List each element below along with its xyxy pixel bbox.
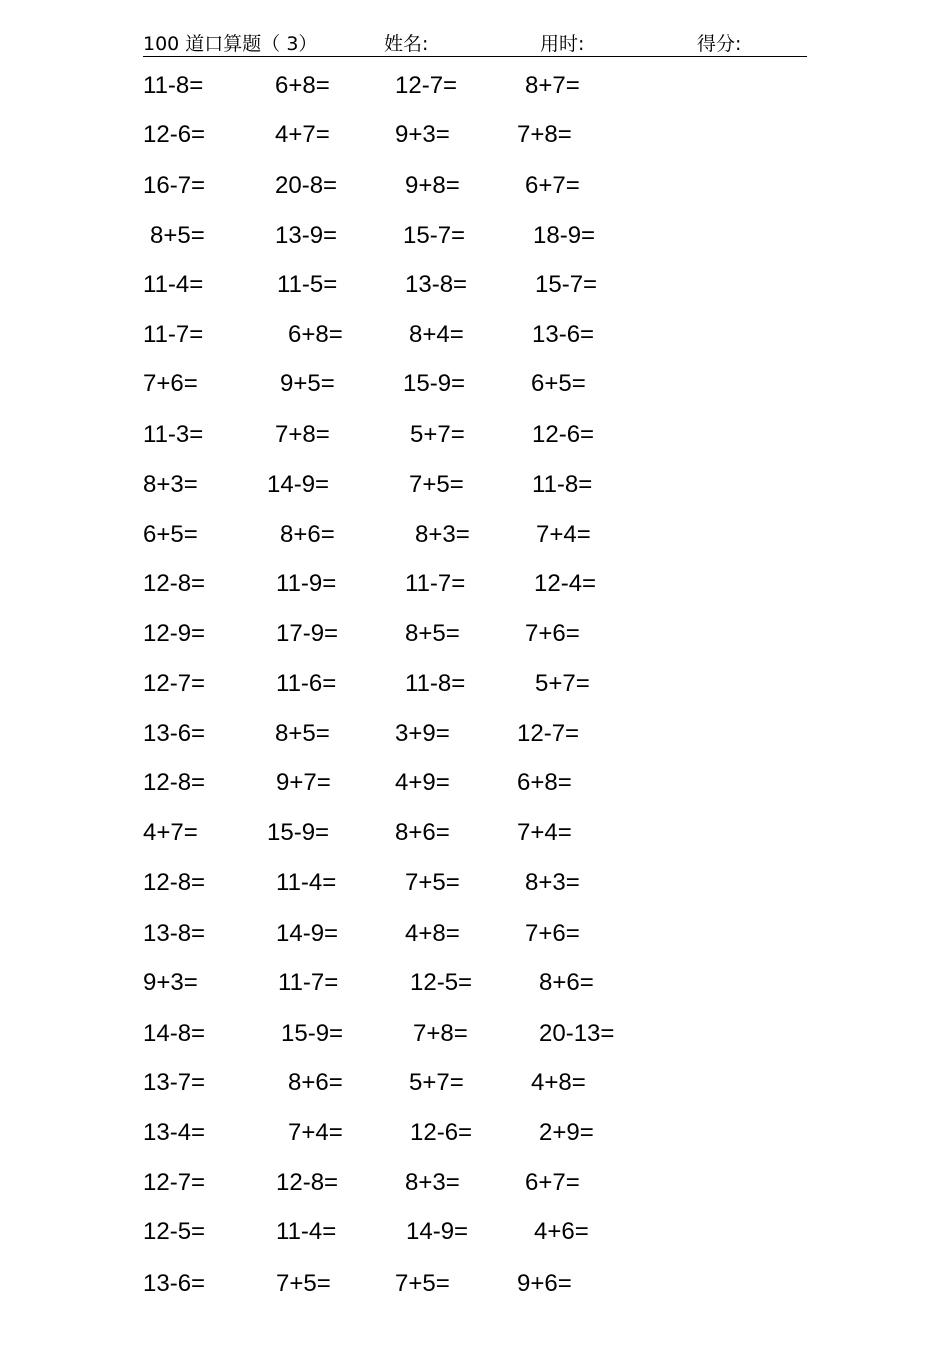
arithmetic-problem: 13-7= (143, 1069, 206, 1096)
problem-row (0, 967, 950, 999)
arithmetic-problem: 11-4= (143, 271, 204, 298)
arithmetic-problem: 8+6= (395, 819, 450, 846)
arithmetic-problem: 12-8= (276, 1169, 339, 1196)
arithmetic-problem: 13-9= (275, 222, 338, 249)
time-label: 用时: (540, 33, 585, 55)
arithmetic-problem: 6+7= (525, 172, 580, 199)
arithmetic-problem: 9+3= (143, 969, 198, 996)
arithmetic-problem: 13-6= (143, 720, 206, 747)
arithmetic-problem: 12-8= (143, 570, 206, 597)
arithmetic-problem: 9+8= (405, 172, 460, 199)
arithmetic-problem: 4+8= (531, 1069, 586, 1096)
problem-row (0, 469, 950, 501)
problem-row (0, 319, 950, 351)
arithmetic-problem: 7+8= (275, 421, 330, 448)
worksheet-title: 100 道口算题（ 3） (143, 33, 318, 55)
arithmetic-problem: 2+9= (539, 1119, 594, 1146)
arithmetic-problem: 6+5= (531, 370, 586, 397)
arithmetic-problem: 5+7= (409, 1069, 464, 1096)
arithmetic-problem: 3+9= (395, 720, 450, 747)
arithmetic-problem: 20-13= (539, 1020, 615, 1047)
problem-row (0, 1216, 950, 1248)
arithmetic-problem: 17-9= (276, 620, 339, 647)
arithmetic-problem: 11-6= (276, 670, 337, 697)
arithmetic-problem: 7+5= (395, 1270, 450, 1297)
arithmetic-problem: 14-9= (276, 920, 339, 947)
arithmetic-problem: 16-7= (143, 172, 206, 199)
arithmetic-problem: 6+8= (517, 769, 572, 796)
arithmetic-problem: 9+3= (395, 121, 450, 148)
arithmetic-problem: 7+4= (536, 521, 591, 548)
problem-row (0, 718, 950, 750)
problem-row (0, 1268, 950, 1300)
arithmetic-problem: 11-7= (143, 321, 204, 348)
problem-row (0, 618, 950, 650)
arithmetic-problem: 12-6= (143, 121, 206, 148)
arithmetic-problem: 7+5= (276, 1270, 331, 1297)
arithmetic-problem: 8+3= (143, 471, 198, 498)
arithmetic-problem: 12-7= (143, 1169, 206, 1196)
arithmetic-problem: 7+5= (405, 869, 460, 896)
arithmetic-problem: 13-6= (532, 321, 595, 348)
arithmetic-problem: 14-8= (143, 1020, 206, 1047)
problem-row (0, 170, 950, 202)
arithmetic-problem: 4+9= (395, 769, 450, 796)
arithmetic-problem: 5+7= (535, 670, 590, 697)
arithmetic-problem: 15-9= (281, 1020, 344, 1047)
arithmetic-problem: 7+6= (525, 920, 580, 947)
arithmetic-problem: 15-7= (403, 222, 466, 249)
problem-row (0, 70, 950, 102)
arithmetic-problem: 4+6= (534, 1218, 589, 1245)
arithmetic-problem: 11-7= (405, 570, 466, 597)
arithmetic-problem: 15-7= (535, 271, 598, 298)
arithmetic-problem: 7+5= (409, 471, 464, 498)
arithmetic-problem: 13-4= (143, 1119, 206, 1146)
arithmetic-problem: 8+5= (275, 720, 330, 747)
arithmetic-problem: 9+7= (276, 769, 331, 796)
arithmetic-problem: 11-5= (277, 271, 338, 298)
arithmetic-problem: 8+7= (525, 72, 580, 99)
problem-row (0, 568, 950, 600)
arithmetic-problem: 7+6= (525, 620, 580, 647)
arithmetic-problem: 8+3= (525, 869, 580, 896)
arithmetic-problem: 9+6= (517, 1270, 572, 1297)
arithmetic-problem: 8+5= (150, 222, 205, 249)
arithmetic-problem: 4+8= (405, 920, 460, 947)
problem-row (0, 1167, 950, 1199)
arithmetic-problem: 14-9= (406, 1218, 469, 1245)
arithmetic-problem: 13-8= (405, 271, 468, 298)
arithmetic-problem: 8+6= (288, 1069, 343, 1096)
arithmetic-problem: 11-9= (276, 570, 337, 597)
arithmetic-problem: 11-3= (143, 421, 204, 448)
arithmetic-problem: 20-8= (275, 172, 338, 199)
problem-row (0, 119, 950, 151)
arithmetic-problem: 12-9= (143, 620, 206, 647)
problem-row (0, 368, 950, 400)
arithmetic-problem: 11-8= (405, 670, 466, 697)
arithmetic-problem: 8+3= (415, 521, 470, 548)
arithmetic-problem: 7+8= (413, 1020, 468, 1047)
problem-row (0, 1117, 950, 1149)
arithmetic-problem: 6+8= (288, 321, 343, 348)
arithmetic-problem: 8+6= (280, 521, 335, 548)
arithmetic-problem: 11-7= (278, 969, 339, 996)
arithmetic-problem: 12-8= (143, 769, 206, 796)
arithmetic-problem: 6+7= (525, 1169, 580, 1196)
arithmetic-problem: 5+7= (410, 421, 465, 448)
arithmetic-problem: 7+8= (517, 121, 572, 148)
problem-row (0, 220, 950, 252)
arithmetic-problem: 12-5= (143, 1218, 206, 1245)
arithmetic-problem: 14-9= (267, 471, 330, 498)
problem-row (0, 918, 950, 950)
problem-row (0, 1067, 950, 1099)
arithmetic-problem: 12-7= (143, 670, 206, 697)
arithmetic-problem: 8+6= (539, 969, 594, 996)
arithmetic-problem: 6+5= (143, 521, 198, 548)
arithmetic-problem: 8+3= (405, 1169, 460, 1196)
arithmetic-problem: 9+5= (280, 370, 335, 397)
problem-row (0, 419, 950, 451)
score-label: 得分: (697, 33, 742, 55)
arithmetic-problem: 13-6= (143, 1270, 206, 1297)
arithmetic-problem: 12-8= (143, 869, 206, 896)
arithmetic-problem: 12-6= (532, 421, 595, 448)
problem-row (0, 269, 950, 301)
arithmetic-problem: 12-5= (410, 969, 473, 996)
problem-row (0, 519, 950, 551)
arithmetic-problem: 15-9= (403, 370, 466, 397)
arithmetic-problem: 12-7= (517, 720, 580, 747)
arithmetic-problem: 11-4= (276, 1218, 337, 1245)
problem-row (0, 817, 950, 849)
arithmetic-problem: 4+7= (275, 121, 330, 148)
problem-row (0, 867, 950, 899)
arithmetic-problem: 12-7= (395, 72, 458, 99)
arithmetic-problem: 8+4= (409, 321, 464, 348)
arithmetic-problem: 7+6= (143, 370, 198, 397)
problem-row (0, 767, 950, 799)
arithmetic-problem: 11-8= (532, 471, 593, 498)
arithmetic-problem: 18-9= (533, 222, 596, 249)
arithmetic-problem: 7+4= (517, 819, 572, 846)
problem-row (0, 668, 950, 700)
arithmetic-problem: 12-6= (410, 1119, 473, 1146)
arithmetic-problem: 11-4= (276, 869, 337, 896)
name-label: 姓名: (384, 33, 429, 55)
arithmetic-problem: 12-4= (534, 570, 597, 597)
problem-row (0, 1018, 950, 1050)
arithmetic-problem: 8+5= (405, 620, 460, 647)
arithmetic-problem: 7+4= (288, 1119, 343, 1146)
arithmetic-problem: 6+8= (275, 72, 330, 99)
arithmetic-problem: 4+7= (143, 819, 198, 846)
arithmetic-problem: 13-8= (143, 920, 206, 947)
arithmetic-problem: 11-8= (143, 72, 204, 99)
arithmetic-problem: 15-9= (267, 819, 330, 846)
